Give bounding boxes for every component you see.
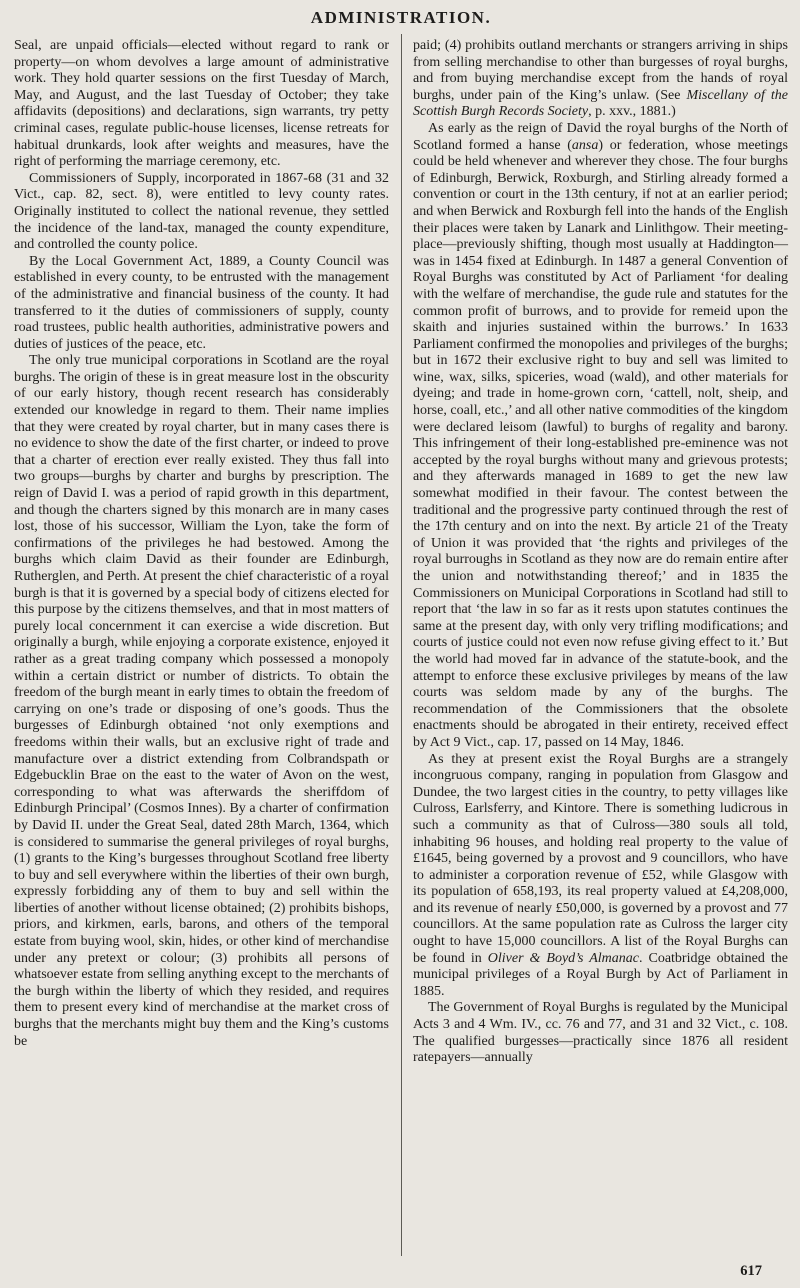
two-column-text-area: [14, 38, 788, 1270]
paragraph: Commissioners of Supply, incorporated in 1867-68 (31 and 32 Vict., cap. 82, sect. 8), were entitled to levy county rates. Originally instituted to collect the national revenue, they settled the incidence of the land-tax, managed the county expenditure, and controlled the county police.: [14, 170, 389, 253]
paragraph: As early as the reign of David the royal burghs of the North of Scotland formed a hanse (ansa) or federation, whose meetings could be held whenever and wherever they chose. The four burghs of Edinburgh, Berwick, Roxburgh, and Stirling already formed a convention or court in the 13th century, if not at an earlier period; and when Berwick and Roxburgh fell into the hands of the English their places were taken by Lanark and Linlithgow. Their meeting-place—previously shifting, though most usually at Haddington—was in 1454 fixed at Edinburgh. In 1487 a general Convention of Royal Burghs was constituted by Act of Parliament ‘for dealing with the welfare of merchandise, the gude rule and statutes for the common profit of burrows, and to provide for remeid upon the skaith and injuries sustained within the burrows.’ In 1633 Parliament confirmed the monopolies and privileges of the burghs; but in 1672 their exclusive right to buy and sell was limited to wine, wax, silks, spiceries, woad (wald), and other materials for dyeing; and trade in home-grown corn, ‘cattell, nolt, sheip, and horse, coall, etc.,’ and all other native commodities of the kingdom were declared leisom (lawful) to burghs of regality and barony. This infringement of their long-established pre-eminence was not accepted by the royal burghs without many and grievous protests; and they afterwards managed in 1689 to get the new law somewhat modified in their favour. The contest between the traditional and the progressive party continued through the rest of the 17th century and on into the next. By article 21 of the Treaty of Union it was provided that ‘the rights and privileges of the royal burroughs in Scotland as they now are do remain entire after the union and notwithstanding thereof;’ and in 1835 the Commissioners on Municipal Corporations in Scotland had still to report that ‘the law in so far as it rests upon statutes continues the same at the present day, with only very trifling modifications; and courts of justice could not even now refuse giving effect to it.’ But the world had moved far in advance of the statute-book, and the attempt to enforce these exclusive privileges by means of the law courts was seldom made by any of the burghs. The recommendation of the Commissioners that the obsolete enactments should be abrogated in their entirety, received effect by Act 9 Vict., cap. 17, passed on 14 May, 1846.: [413, 120, 788, 750]
paragraph: The only true municipal corporations in Scotland are the royal burghs. The origin of these is in great measure lost in the obscurity of our early history, though recent research has considerably extended our knowledge in regard to them. Their name implies that they were created by royal charter, but in many cases there is no evidence to show the date of the first charter, or indeed to prove that a charter of erection ever really existed. They thus fall into two groups—burghs by charter and burghs by prescription. The reign of David I. was a period of rapid growth in this department, and though the charters signed by this monarch are in many cases lost, those of his successor, William the Lyon, take the form of confirmations of the privileges he had bestowed. Among the burghs which claim David as their founder are Edinburgh, Rutherglen, and Perth. At present the chief characteristic of a royal burgh is that it is governed by a special body of citizens elected for this purpose by the citizens themselves, and that in most matters of purely local concernment it can exercise a wide discretion. But originally a burgh, while enjoying a corporate existence, enjoyed it rather as a great trading company which possessed a monopoly within a certain district or number of districts. To obtain the freedom of the burgh meant in early times to obtain the freedom of carrying on one’s trade or disposing of one’s goods. Thus the burgesses of Edinburgh obtained ‘not only exemptions and freedoms within their walls, but an exclusive right of trade and manufacture over a district extending from Colbrandspath or Edgebucklin Brae on the east to the water of Avon on the west, corresponding to what was afterwards the sheriffdom of Edinburgh Principal’ (Cosmos Innes). By a charter of confirmation by David II. under the Great Seal, dated 28th March, 1364, which is considered to summarise the general privileges of royal burghs, (1) grants to the King’s burgesses throughout Scotland free liberty to buy and sell everywhere within the liberties of their own burgh, expressly forbidding any of them to buy and sell within the liberties of another without license obtained; (2) prohibits bishops, priors, and kirkmen, earls, barons, and others of the temporal estate from buying wool, skin, hides, or other kind of merchandise under any pretext or colour; (3) prohibits all persons of whatsoever estate from selling anything except to the merchants of the burgh within the liberty of which they resided, and requires them to present every kind of merchandise at the market cross of burghs that the merchants might buy them and the King’s customs be: [14, 353, 389, 1049]
paragraph: Seal, are unpaid officials—elected without regard to rank or property—on whom devolves a large amount of administrative work. They hold quarter sessions on the first Tuesday of March, May, and August, and the last Tuesday of October; they take affidavits (depositions) and declarations, sign warrants, try petty criminal cases, regulate public-house licenses, license retreats for habitual drunkards, look after weights and measures, have the right of performing the marriage ceremony, etc.: [14, 38, 389, 170]
paragraph: The Government of Royal Burghs is regulated by the Municipal Acts 3 and 4 Wm. IV., cc. 76 and 77, and 31 and 32 Vict., c. 108. The qualified burgesses—practically since 1876 all resident ratepayers—annually: [413, 1000, 788, 1066]
left-column: [14, 38, 401, 1270]
page-number: 617: [740, 1263, 762, 1279]
paragraph: paid; (4) prohibits outland merchants or strangers arriving in ships from selling merchandise to other than burgesses of royal burghs, and from buying merchandise except from the hands of royal burghs, under pain of the King’s unlaw. (See Miscellany of the Scottish Burgh Records Society, p. xxv., 1881.): [413, 38, 788, 120]
column-divider-rule: [401, 34, 402, 1256]
paragraph: As they at present exist the Royal Burghs are a strangely incongruous company, ranging in population from Glasgow and Dundee, the two largest cities in the country, to petty villages like Culross, Earlsferry, and Kintore. There is something ludicrous in such a community as that of Culross—380 souls all told, inhabiting 96 houses, and holding real property to the value of £1645, being governed by a provost and 9 councillors, who have to administer a corporation revenue of £52, while Glasgow with its population of 658,193, its real property valued at £4,208,000, and its revenue of nearly £50,000, is governed by a provost and 77 councillors. At the same population rate as Culross the larger city ought to have 15,000 councillors. A list of the Royal Burghs can be found in Oliver & Boyd’s Almanac. Coatbridge obtained the municipal privileges of a Royal Burgh by Act of Parliament in 1885.: [413, 751, 788, 999]
right-column: [401, 38, 788, 1270]
page-title: ADMINISTRATION.: [310, 8, 492, 27]
paragraph: By the Local Government Act, 1889, a County Council was established in every county, to be entrusted with the management of the administrative and financial business of the county. It had transferred to it the duties of commissioners of supply, county road trustees, public health authorities, administrative powers and duties of justices of the peace, etc.: [14, 253, 389, 352]
